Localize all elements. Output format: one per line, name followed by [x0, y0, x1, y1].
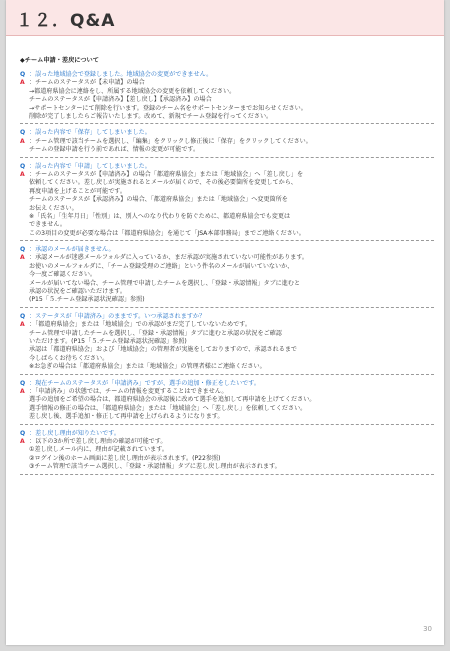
page-header: [6, 0, 444, 36]
qa-item: [20, 129, 434, 157]
dashed-divider: [20, 157, 434, 158]
answer-line: いただけます。(P15「５.チーム登録承認状況確認」参照): [29, 338, 187, 346]
section-title: ◆チーム申請・差戻について: [20, 57, 99, 64]
answer-mark: A: [20, 137, 25, 145]
dashed-divider: [20, 240, 434, 241]
dashed-divider: [20, 474, 434, 475]
question-text: ：ステータスが「申請済み」のままです。いつ承認されますか？: [29, 312, 206, 320]
question-row: [20, 430, 434, 438]
answer-line: チーム管理で申請したチームを選択し、「登録・承認情報」タブに進むと承認の状況をご確認: [29, 329, 282, 337]
dashed-divider: [20, 374, 434, 375]
question-mark: Q: [20, 246, 26, 254]
question-row: [20, 313, 434, 321]
answer-line: ：承認メールが迷惑メールフォルダに入っているか、まだ承認が実施されていない可能性があります。: [29, 254, 309, 262]
question-mark: Q: [20, 379, 26, 387]
question-text: ：差し戻し理由が知りたいです。: [29, 429, 120, 437]
answer-mark: A: [20, 321, 25, 329]
question-text: ：承認のメールが届きません。: [29, 246, 115, 254]
answer-line: お伝えください。: [29, 204, 78, 212]
answer-line: ①差し戻しメール内に、理由が記載されています。: [29, 446, 168, 454]
answer-line: ：チーム管理で該当チームを選択し、「編集」をクリックし修正後に「保存」をクリックしてください。: [29, 137, 312, 145]
qa-list: [20, 71, 434, 475]
answer-line: チームの登録申請を行う前であれば、情報の変更が可能です。: [29, 146, 200, 154]
answer-row: [20, 254, 434, 304]
dashed-divider: [20, 307, 434, 308]
question-mark: Q: [20, 71, 26, 78]
answer-text: [29, 79, 307, 121]
answer-line: ※「氏名」「生年月日」「性別」は、別人へのなり代わりを防ぐために、都道府県協会でも変更は: [29, 212, 291, 220]
answer-line: この3項目の変更が必要な場合は「都道府県協会」を通じて「JSA本部事務局」までご連絡ください。: [29, 229, 305, 237]
answer-line: 差し戻し後、選手追加・修正して再申請を上げられるようになります。: [29, 413, 224, 421]
dashed-divider: [20, 424, 434, 425]
answer-line: 承認の状況をご確認いただけます。: [29, 288, 127, 296]
qa-item: [20, 71, 434, 124]
question-mark: Q: [20, 162, 26, 170]
answer-text: [29, 388, 315, 422]
answer-text: [29, 321, 297, 371]
answer-line: ②ログイン後のホーム画面に差し戻し理由が表示されます。(P22参照): [29, 454, 221, 462]
page-number: 30: [423, 625, 432, 633]
qa-item: [20, 313, 434, 375]
answer-line: ：チームのステータスが【未申請】の場合: [29, 79, 145, 87]
answer-mark: A: [20, 387, 25, 395]
answer-line: ：「申請済み」の状態では、チームの情報を変更することはできません。: [29, 387, 228, 395]
answer-line: (P15「５.チーム登録承認状況確認」参照): [29, 296, 145, 304]
answer-row: [20, 388, 434, 422]
question-mark: Q: [20, 129, 26, 137]
answer-mark: A: [20, 170, 25, 178]
answer-line: ※お急ぎの場合は「都道府県協会」または「地域協会」の管理者様にご連絡ください。: [29, 363, 266, 371]
qa-item: [20, 163, 434, 242]
answer-line: ③チーム管理で該当チーム選択し、「登録・承認情報」タブに差し戻し理由が表示されます。: [29, 463, 281, 471]
question-row: [20, 129, 434, 137]
answer-line: ：チームのステータスが【申請済み】の場合「都道府県協会」または「地域協会」へ「差し戻し」を: [29, 170, 304, 178]
answer-row: [20, 438, 434, 472]
question-mark: Q: [20, 312, 26, 320]
answer-line: 今しばらくお待ちください。: [29, 354, 109, 362]
answer-line: メールが届いてない場合、チーム管理で申請したチームを選択し、「登録・承認情報」タブに進むと: [29, 279, 301, 287]
answer-mark: A: [20, 254, 25, 262]
answer-text: [29, 171, 305, 238]
answer-line: →都道府県協会に連絡をし、所属する地域協会の変更を依頼してください。: [29, 87, 236, 95]
answer-text: [29, 254, 308, 304]
question-row: [20, 380, 434, 388]
question-text: ：誤った地域協会で登録しました。地域協会の変更ができません。: [29, 71, 213, 78]
answer-line: 依頼してください。差し戻しが実施されるとメールが届くので、その後必要箇所を変更してから、: [29, 179, 297, 187]
question-text: ：誤った内容で「申請」してしまいました。: [29, 162, 151, 170]
answer-line: 承認は「都道府県協会」および「地域協会」の管理者が実施をしておりますので、承認されるまで: [29, 346, 298, 354]
answer-line: できません。: [29, 221, 66, 229]
answer-line: 再度申請を上げることが可能です。: [29, 187, 127, 195]
answer-line: お使いのメールフォルダに、「チーム登録受理のご連絡」という件名のメールが届いていないか、: [29, 262, 294, 270]
question-text: ：現在チームのステータスが「申請済み」ですが、選手の追加・修正をしたいです。: [29, 379, 260, 387]
qa-item: [20, 246, 434, 308]
qa-item: [20, 380, 434, 425]
qa-item: [20, 430, 434, 475]
answer-row: [20, 171, 434, 238]
question-mark: Q: [20, 429, 26, 437]
answer-line: ：「都道府県協会」または「地域協会」での承認がまだ完了していないためです。: [29, 321, 251, 329]
answer-row: [20, 79, 434, 121]
answer-line: 今一度ご確認ください。: [29, 271, 97, 279]
page-title: １２．Q&A: [16, 11, 116, 31]
answer-text: [29, 138, 312, 155]
answer-line: ：以下の3か所で差し戻し理由の確認が可能です。: [29, 437, 167, 445]
document-page: [6, 0, 444, 645]
answer-line: チームのステータスが【承認済み】の場合、「都道府県協会」または「地域協会」へ変更箇所を: [29, 196, 288, 204]
question-text: ：誤った内容で「保存」してしまいました。: [29, 129, 151, 137]
answer-line: 選手情報の修正の場合は、「都道府県協会」または「地域協会」へ「差し戻し」を依頼してください。: [29, 404, 307, 412]
qa-content: [20, 57, 434, 480]
question-row: [20, 163, 434, 171]
answer-line: 削除が完了しましたらご報告いたします。改めて、新規でチーム登録を行ってください。: [29, 112, 273, 120]
answer-mark: A: [20, 79, 25, 87]
answer-line: チームのステータスが【申請済み】【差し戻し】【承認済み】の場合: [29, 96, 212, 104]
answer-row: [20, 321, 434, 371]
answer-mark: A: [20, 437, 25, 445]
dashed-divider: [20, 123, 434, 124]
answer-text: [29, 438, 281, 472]
answer-row: [20, 138, 434, 155]
answer-line: →サポートセンターにて削除を行います。登録のチーム名をサポートセンターまでお知らせください。: [29, 104, 307, 112]
answer-line: 選手の追加をご希望の場合は、都道府県協会の承認後に改めて選手を追加して再申請を上げてください。: [29, 396, 316, 404]
